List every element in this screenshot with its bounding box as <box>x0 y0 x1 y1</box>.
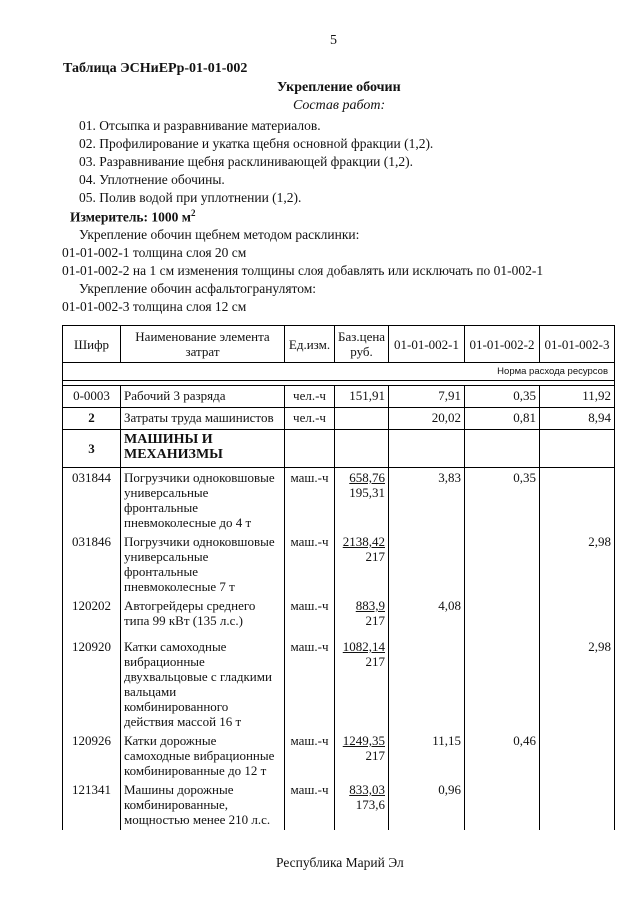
row-price <box>335 408 389 430</box>
composition-label: Состав работ: <box>293 98 386 113</box>
row-unit: маш.-ч <box>285 532 335 596</box>
row-unit: маш.-ч <box>285 596 335 637</box>
measure-sup: 2 <box>191 208 196 218</box>
row-name: Погрузчики одноковшовые универсальные фронтальные пневмоколесные до 4 т <box>121 468 285 533</box>
row-price: 833,03 <box>349 782 385 797</box>
row-value-3 <box>540 596 615 637</box>
row-value-2 <box>465 430 540 468</box>
row-price-2: 217 <box>365 613 385 628</box>
row-price-2: 217 <box>365 748 385 763</box>
row-code: 120926 <box>63 731 121 780</box>
row-value-1 <box>389 532 465 596</box>
row-value-2: 0,35 <box>465 386 540 408</box>
row-unit <box>285 430 335 468</box>
row-value-2 <box>465 596 540 637</box>
row-value-1: 0,96 <box>389 780 465 830</box>
row-unit: маш.-ч <box>285 731 335 780</box>
table-row <box>63 386 615 408</box>
measure-label: Измеритель: 1000 м <box>70 209 191 225</box>
row-value-3 <box>540 780 615 830</box>
table-row <box>63 468 615 533</box>
row-value-3 <box>540 430 615 468</box>
section-title: Укрепление обочин <box>277 80 401 95</box>
page-number: 5 <box>330 33 337 48</box>
operation-item: 01. Отсыпка и разравнивание материалов. <box>79 118 321 133</box>
header-price: Баз.цена руб. <box>335 326 389 363</box>
row-price-cell <box>335 468 389 533</box>
resource-table <box>62 325 615 830</box>
variant-heading: Укрепление обочин щебнем методом расклинки: <box>79 227 360 242</box>
row-unit: маш.-ч <box>285 780 335 830</box>
table-row <box>63 596 615 637</box>
variant-heading: Укрепление обочин асфальтогранулятом: <box>79 281 317 296</box>
row-price-cell <box>335 780 389 830</box>
row-value-1: 11,15 <box>389 731 465 780</box>
norm-row <box>63 363 615 381</box>
row-code: 120202 <box>63 596 121 637</box>
row-value-3: 11,92 <box>540 386 615 408</box>
row-name: Катки самоходные вибрационные двухвальцовые с гладкими вальцами комбинированного действия массой 16 т <box>121 637 285 731</box>
row-price: 151,91 <box>335 386 389 408</box>
row-name: Погрузчики одноковшовые универсальные фронтальные пневмоколесные 7 т <box>121 532 285 596</box>
operation-item: 02. Профилирование и укатка щебня основной фракции (1,2). <box>79 136 434 151</box>
row-value-2 <box>465 637 540 731</box>
row-value-3 <box>540 731 615 780</box>
row-price-cell <box>335 596 389 637</box>
row-value-2 <box>465 532 540 596</box>
table-header-row <box>63 326 615 363</box>
row-value-1: 4,08 <box>389 596 465 637</box>
norm-label: Норма расхода ресурсов <box>63 363 615 381</box>
row-name: Затраты труда машинистов <box>121 408 285 430</box>
row-value-3: 8,94 <box>540 408 615 430</box>
row-value-1: 7,91 <box>389 386 465 408</box>
table-row <box>63 731 615 780</box>
row-price-2: 195,31 <box>349 485 385 500</box>
table-row <box>63 780 615 830</box>
operation-item: 05. Полив водой при уплотнении (1,2). <box>79 190 302 205</box>
footer-region: Республика Марий Эл <box>276 855 404 870</box>
table-title: Таблица ЭСНиЕРр-01-01-002 <box>63 61 248 76</box>
variant-line: 01-01-002-1 толщина слоя 20 см <box>62 245 247 260</box>
table-row <box>63 408 615 430</box>
row-name: Рабочий 3 разряда <box>121 386 285 408</box>
row-value-2: 0,81 <box>465 408 540 430</box>
variant-line: 01-01-002-2 на 1 см изменения толщины слоя добавлять или исключать по 01-002-1 <box>62 263 544 278</box>
header-unit: Ед.изм. <box>285 326 335 363</box>
row-value-2 <box>465 780 540 830</box>
row-code: 031844 <box>63 468 121 533</box>
operation-item: 03. Разравнивание щебня расклинивающей фракции (1,2). <box>79 154 414 169</box>
row-value-1 <box>389 637 465 731</box>
header-name: Наименование элемента затрат <box>121 326 285 363</box>
header-code: Шифр <box>63 326 121 363</box>
row-price-2: 217 <box>365 654 385 669</box>
row-code: 120920 <box>63 637 121 731</box>
row-value-3 <box>540 468 615 533</box>
row-price: 658,76 <box>349 470 385 485</box>
header-col2: 01-01-002-2 <box>465 326 540 363</box>
row-unit: чел.-ч <box>285 386 335 408</box>
row-price: 1249,35 <box>342 733 385 748</box>
header-col3: 01-01-002-3 <box>540 326 615 363</box>
row-value-1: 20,02 <box>389 408 465 430</box>
variant-line: 01-01-002-3 толщина слоя 12 см <box>62 299 247 314</box>
operation-item: 04. Уплотнение обочины. <box>79 172 225 187</box>
row-value-3: 2,98 <box>540 637 615 731</box>
row-code: 031846 <box>63 532 121 596</box>
row-price-cell <box>335 532 389 596</box>
row-name: Катки дорожные самоходные вибрационные комбинированные до 12 т <box>121 731 285 780</box>
header-col1: 01-01-002-1 <box>389 326 465 363</box>
row-price-cell <box>335 637 389 731</box>
row-value-1 <box>389 430 465 468</box>
section-row <box>63 430 615 468</box>
row-value-1: 3,83 <box>389 468 465 533</box>
row-price-2: 173,6 <box>355 797 385 812</box>
table-row <box>63 532 615 596</box>
row-unit: чел.-ч <box>285 408 335 430</box>
measure-unit <box>70 208 196 226</box>
row-name: Машины дорожные комбинированные, мощностью менее 210 л.с. <box>121 780 285 830</box>
row-price <box>335 430 389 468</box>
row-value-2: 0,35 <box>465 468 540 533</box>
row-price: 2138,42 <box>342 534 385 549</box>
row-price-2: 217 <box>365 549 385 564</box>
row-price-cell <box>335 731 389 780</box>
row-name: МАШИНЫ И МЕХАНИЗМЫ <box>121 430 285 468</box>
row-unit: маш.-ч <box>285 468 335 533</box>
row-code: 2 <box>63 408 121 430</box>
row-price: 883,9 <box>355 598 385 613</box>
row-price: 1082,14 <box>342 639 385 654</box>
row-name: Автогрейдеры среднего типа 99 кВт (135 л.с.) <box>121 596 285 637</box>
row-unit: маш.-ч <box>285 637 335 731</box>
row-value-2: 0,46 <box>465 731 540 780</box>
row-code: 3 <box>63 430 121 468</box>
row-value-3: 2,98 <box>540 532 615 596</box>
table-row <box>63 637 615 731</box>
row-code: 0-0003 <box>63 386 121 408</box>
row-code: 121341 <box>63 780 121 830</box>
